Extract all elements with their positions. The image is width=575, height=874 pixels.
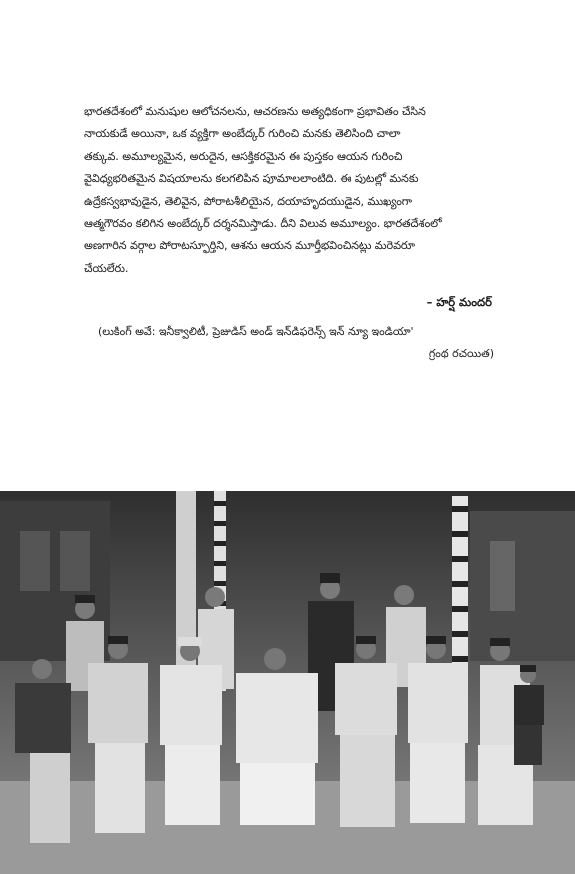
paragraph-line: తక్కువ. అమూల్యమైన, అరుదైన, ఆసక్తికరమైన ఈ పుస్తకం ఆయన గురించి (84, 149, 403, 163)
paragraph-line: వైవిధ్యభరితమైన విషయాలను కలగలిపిన పూమాలలాంటిది. ఈ పుటల్లో మనకు (84, 172, 419, 186)
quote-text-block (84, 101, 496, 280)
book-citation (98, 321, 498, 365)
paragraph-line: ఉద్రేకస్వభావుడైన, తెలివైన, పోరాటశీలియైన, దయాహృదయుడైన, ముఖ్యంగా (84, 194, 412, 208)
author-attribution: – హర్ష్ మందర్ (426, 295, 492, 309)
group-photo-illustration (0, 491, 575, 874)
paragraph-line: నాయకుడే అయినా, ఒక వ్యక్తిగా అంబేద్కర్ గురించి మనకు తెలిసింది చాలా (84, 127, 401, 141)
citation-line-2: గ్రంథ రచయిత) (428, 347, 494, 360)
paragraph-line: చేయలేరు. (84, 261, 129, 275)
citation-line-1: (లుకింగ్ అవే: ఇనీక్వాలిటీ, ప్రెజుడిస్ అండ్ ఇన్‌డిఫరెన్స్ ఇన్ న్యూ ఇండియా' (98, 325, 414, 338)
paragraph-line: భారతదేశంలో మనుషుల ఆలోచనలను, ఆచరణను అత్యధికంగా ప్రభావితం చేసిన (84, 105, 426, 118)
paragraph-line: అణగారిన వర్గాల పోరాటస్ఫూర్తిని, ఆశను ఆయన మూర్తీభవించినట్లు మరెవరూ (84, 239, 415, 253)
paragraph-line: ఆత్మగౌరవం కలిగిన అంబేద్కర్ దర్శనమిస్తాడు. దీని విలువ అమూల్యం. భారతదేశంలో (84, 217, 442, 231)
quote-paragraph (84, 101, 496, 280)
group-photograph (0, 491, 575, 874)
